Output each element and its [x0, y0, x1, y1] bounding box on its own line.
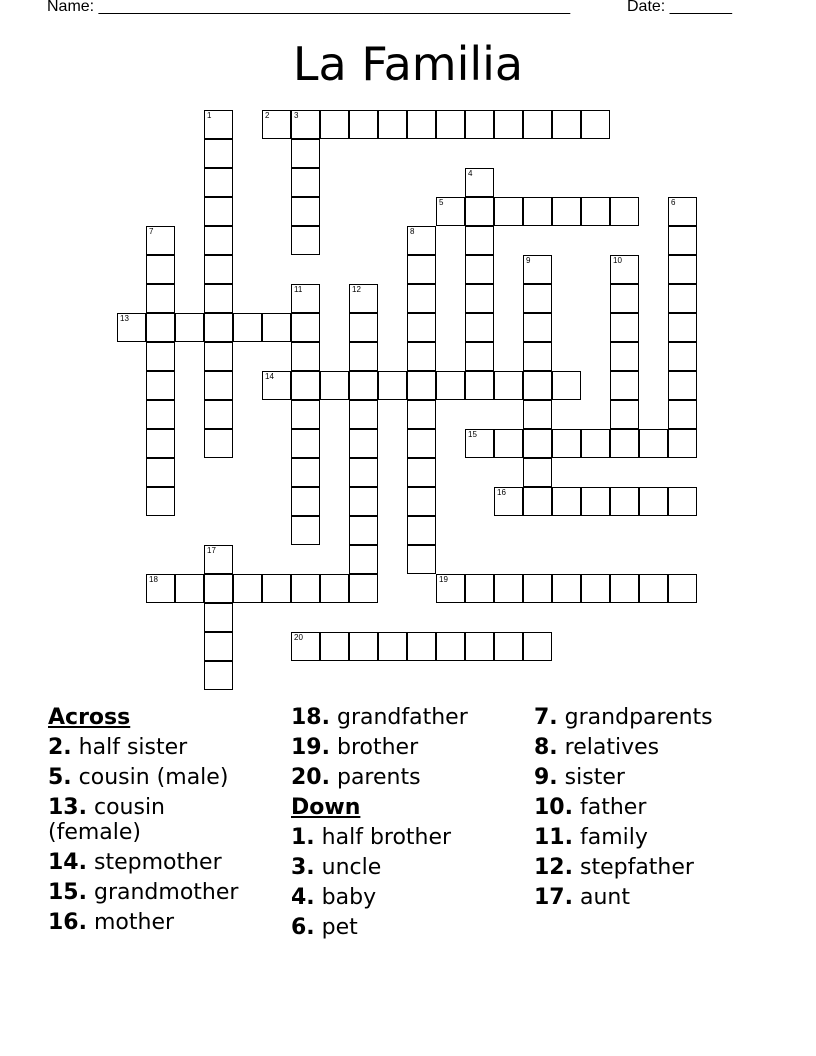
- grid-cell[interactable]: [494, 487, 523, 516]
- grid-cell[interactable]: [291, 197, 320, 226]
- grid-cell[interactable]: [668, 574, 697, 603]
- grid-cell[interactable]: [407, 284, 436, 313]
- clue-column-1: [48, 703, 288, 938]
- grid-cell[interactable]: [262, 110, 291, 139]
- grid-cell[interactable]: [291, 110, 320, 139]
- clue-number: 18: [149, 575, 158, 584]
- grid-cell[interactable]: [494, 632, 523, 661]
- grid-cell[interactable]: [146, 255, 175, 284]
- grid-cell[interactable]: [349, 574, 378, 603]
- clue-across-16: 16. mother: [48, 910, 175, 935]
- grid-cell[interactable]: [146, 313, 175, 342]
- clue-across-18: 18. grandfather: [291, 705, 468, 730]
- grid-cell[interactable]: [436, 197, 465, 226]
- grid-cell[interactable]: [262, 313, 291, 342]
- grid-cell[interactable]: [378, 371, 407, 400]
- grid-cell[interactable]: [465, 632, 494, 661]
- grid-cell[interactable]: [233, 313, 262, 342]
- clue-down-1: 1. half brother: [291, 825, 452, 850]
- grid-cell[interactable]: [349, 429, 378, 458]
- grid-cell[interactable]: [494, 574, 523, 603]
- clue-across-19: 19. brother: [291, 735, 419, 760]
- clue-across-13: 13. cousin (female): [48, 795, 166, 845]
- grid-cell[interactable]: [146, 371, 175, 400]
- grid-cell[interactable]: [320, 371, 349, 400]
- down-heading: Down: [291, 795, 361, 820]
- grid-cell[interactable]: [407, 516, 436, 545]
- date-field-label: Date: _______: [627, 0, 732, 15]
- clue-down-10: 10. father: [534, 795, 647, 820]
- clue-across-20: 20. parents: [291, 765, 421, 790]
- grid-cell[interactable]: [610, 574, 639, 603]
- grid-cell[interactable]: [349, 458, 378, 487]
- grid-cell[interactable]: [465, 110, 494, 139]
- grid-cell[interactable]: [581, 429, 610, 458]
- grid-cell[interactable]: [494, 110, 523, 139]
- clue-across-14: 14. stepmother: [48, 850, 222, 875]
- name-field-label: Name: _____________________________________________________: [47, 0, 571, 15]
- grid-cell[interactable]: [146, 458, 175, 487]
- grid-cell[interactable]: [523, 487, 552, 516]
- grid-cell[interactable]: [465, 429, 494, 458]
- clue-number: 6: [671, 198, 676, 207]
- clue-number: 7: [149, 227, 154, 236]
- clue-number: 4: [468, 169, 473, 178]
- grid-cell[interactable]: [581, 197, 610, 226]
- clue-down-7: 7. grandparents: [534, 705, 713, 730]
- grid-cell[interactable]: [610, 284, 639, 313]
- grid-cell[interactable]: [523, 284, 552, 313]
- grid-cell[interactable]: [349, 110, 378, 139]
- grid-cell[interactable]: [610, 313, 639, 342]
- grid-cell[interactable]: [291, 400, 320, 429]
- grid-cell[interactable]: [349, 342, 378, 371]
- grid-cell[interactable]: [320, 110, 349, 139]
- clue-number: 1: [207, 111, 212, 120]
- grid-cell[interactable]: [523, 110, 552, 139]
- grid-cell[interactable]: [175, 574, 204, 603]
- grid-cell[interactable]: [378, 110, 407, 139]
- grid-cell[interactable]: [639, 574, 668, 603]
- grid-cell[interactable]: [291, 226, 320, 255]
- clue-number: 17: [207, 546, 216, 555]
- grid-cell[interactable]: [204, 574, 233, 603]
- grid-cell[interactable]: [349, 487, 378, 516]
- grid-cell[interactable]: [581, 574, 610, 603]
- grid-cell[interactable]: [407, 255, 436, 284]
- grid-cell[interactable]: [349, 632, 378, 661]
- grid-cell[interactable]: [523, 400, 552, 429]
- grid-cell[interactable]: [610, 429, 639, 458]
- grid-cell[interactable]: [204, 545, 233, 574]
- grid-cell[interactable]: [465, 197, 494, 226]
- grid-cell[interactable]: [552, 371, 581, 400]
- grid-cell[interactable]: [436, 632, 465, 661]
- clue-across-2: 2. half sister: [48, 735, 188, 760]
- grid-cell[interactable]: [378, 632, 407, 661]
- grid-cell[interactable]: [407, 371, 436, 400]
- grid-cell[interactable]: [291, 429, 320, 458]
- grid-cell[interactable]: [610, 197, 639, 226]
- grid-cell[interactable]: [407, 458, 436, 487]
- clue-down-4: 4. baby: [291, 885, 377, 910]
- grid-cell[interactable]: [204, 255, 233, 284]
- clue-down-6: 6. pet: [291, 915, 358, 940]
- grid-cell[interactable]: [523, 342, 552, 371]
- grid-cell[interactable]: [610, 255, 639, 284]
- grid-cell[interactable]: [349, 313, 378, 342]
- grid-cell[interactable]: [291, 458, 320, 487]
- grid-cell[interactable]: [407, 226, 436, 255]
- grid-cell[interactable]: [349, 516, 378, 545]
- grid-cell[interactable]: [204, 661, 233, 690]
- clue-across-5: 5. cousin (male): [48, 765, 229, 790]
- clue-down-9: 9. sister: [534, 765, 625, 790]
- clue-number: 13: [120, 314, 129, 323]
- grid-cell[interactable]: [465, 371, 494, 400]
- grid-cell[interactable]: [407, 313, 436, 342]
- grid-cell[interactable]: [204, 284, 233, 313]
- grid-cell[interactable]: [494, 371, 523, 400]
- clue-number: 11: [294, 285, 303, 294]
- grid-cell[interactable]: [146, 226, 175, 255]
- clue-down-17: 17. aunt: [534, 885, 630, 910]
- grid-cell[interactable]: [465, 574, 494, 603]
- grid-cell[interactable]: [262, 574, 291, 603]
- grid-cell[interactable]: [349, 284, 378, 313]
- grid-cell[interactable]: [320, 574, 349, 603]
- grid-cell[interactable]: [523, 255, 552, 284]
- grid-cell[interactable]: [494, 429, 523, 458]
- grid-cell[interactable]: [465, 342, 494, 371]
- grid-cell[interactable]: [407, 342, 436, 371]
- grid-cell[interactable]: [204, 603, 233, 632]
- grid-cell[interactable]: [610, 487, 639, 516]
- grid-cell[interactable]: [204, 342, 233, 371]
- grid-cell[interactable]: [523, 458, 552, 487]
- grid-cell[interactable]: [233, 574, 262, 603]
- grid-cell[interactable]: [204, 371, 233, 400]
- clue-number: 5: [439, 198, 444, 207]
- grid-cell[interactable]: [291, 574, 320, 603]
- grid-cell[interactable]: [291, 313, 320, 342]
- grid-cell[interactable]: [436, 110, 465, 139]
- grid-cell[interactable]: [291, 487, 320, 516]
- grid-cell[interactable]: [523, 574, 552, 603]
- grid-cell[interactable]: [668, 487, 697, 516]
- grid-cell[interactable]: [204, 632, 233, 661]
- grid-cell[interactable]: [262, 371, 291, 400]
- grid-cell[interactable]: [291, 516, 320, 545]
- grid-cell[interactable]: [146, 284, 175, 313]
- grid-cell[interactable]: [291, 168, 320, 197]
- grid-cell[interactable]: [291, 342, 320, 371]
- grid-cell[interactable]: [668, 429, 697, 458]
- grid-cell[interactable]: [407, 632, 436, 661]
- grid-cell[interactable]: [407, 487, 436, 516]
- clue-number: 20: [294, 633, 303, 642]
- grid-cell[interactable]: [523, 429, 552, 458]
- grid-cell[interactable]: [320, 632, 349, 661]
- grid-cell[interactable]: [204, 226, 233, 255]
- grid-cell[interactable]: [146, 487, 175, 516]
- grid-cell[interactable]: [465, 255, 494, 284]
- grid-cell[interactable]: [639, 429, 668, 458]
- grid-cell[interactable]: [204, 139, 233, 168]
- clue-down-3: 3. uncle: [291, 855, 382, 880]
- grid-cell[interactable]: [523, 313, 552, 342]
- clue-number: 10: [613, 256, 622, 265]
- grid-cell[interactable]: [407, 110, 436, 139]
- grid-cell[interactable]: [204, 313, 233, 342]
- grid-cell[interactable]: [407, 545, 436, 574]
- grid-cell[interactable]: [204, 400, 233, 429]
- grid-cell[interactable]: [349, 371, 378, 400]
- grid-cell[interactable]: [552, 574, 581, 603]
- grid-cell[interactable]: [291, 139, 320, 168]
- grid-cell[interactable]: [465, 313, 494, 342]
- grid-cell[interactable]: [668, 255, 697, 284]
- grid-cell[interactable]: [407, 429, 436, 458]
- grid-cell[interactable]: [494, 197, 523, 226]
- grid-cell[interactable]: [523, 197, 552, 226]
- grid-cell[interactable]: [552, 110, 581, 139]
- clue-number: 9: [526, 256, 531, 265]
- grid-cell[interactable]: [146, 400, 175, 429]
- grid-cell[interactable]: [436, 371, 465, 400]
- grid-cell[interactable]: [523, 632, 552, 661]
- clue-down-8: 8. relatives: [534, 735, 660, 760]
- grid-cell[interactable]: [581, 487, 610, 516]
- clue-number: 16: [497, 488, 506, 497]
- clue-number: 19: [439, 575, 448, 584]
- clue-column-2: [291, 703, 531, 943]
- across-heading: Across: [48, 705, 131, 730]
- clue-column-3: [534, 703, 774, 913]
- grid-cell[interactable]: [552, 197, 581, 226]
- grid-cell[interactable]: [204, 168, 233, 197]
- clue-number: 8: [410, 227, 415, 236]
- grid-cell[interactable]: [610, 342, 639, 371]
- grid-cell[interactable]: [175, 313, 204, 342]
- clue-number: 3: [294, 111, 299, 120]
- clue-number: 12: [352, 285, 361, 294]
- clue-number: 14: [265, 372, 274, 381]
- grid-cell[interactable]: [639, 487, 668, 516]
- grid-cell[interactable]: [291, 284, 320, 313]
- grid-cell[interactable]: [407, 400, 436, 429]
- grid-cell[interactable]: [610, 371, 639, 400]
- clue-across-15: 15. grandmother: [48, 880, 239, 905]
- grid-cell[interactable]: [146, 574, 175, 603]
- grid-cell[interactable]: [146, 342, 175, 371]
- grid-cell[interactable]: [204, 110, 233, 139]
- clue-number: 2: [265, 111, 270, 120]
- clue-down-12: 12. stepfather: [534, 855, 694, 880]
- grid-cell[interactable]: [436, 574, 465, 603]
- grid-cell[interactable]: [204, 197, 233, 226]
- grid-cell[interactable]: [668, 342, 697, 371]
- grid-cell[interactable]: [465, 168, 494, 197]
- grid-cell[interactable]: [668, 313, 697, 342]
- grid-cell[interactable]: [668, 226, 697, 255]
- page-title: La Familia: [292, 37, 524, 91]
- grid-cell[interactable]: [291, 371, 320, 400]
- grid-cell[interactable]: [552, 429, 581, 458]
- grid-cell[interactable]: [465, 226, 494, 255]
- grid-cell[interactable]: [146, 429, 175, 458]
- clue-number: 15: [468, 430, 477, 439]
- grid-cell[interactable]: [204, 429, 233, 458]
- grid-cell[interactable]: [291, 632, 320, 661]
- grid-cell[interactable]: [610, 400, 639, 429]
- grid-cell[interactable]: [668, 284, 697, 313]
- grid-cell[interactable]: [552, 487, 581, 516]
- clue-down-11: 11. family: [534, 825, 648, 850]
- grid-cell[interactable]: [349, 545, 378, 574]
- grid-cell[interactable]: [581, 110, 610, 139]
- grid-cell[interactable]: [117, 313, 146, 342]
- grid-cell[interactable]: [465, 284, 494, 313]
- grid-cell[interactable]: [668, 197, 697, 226]
- grid-cell[interactable]: [668, 400, 697, 429]
- grid-cell[interactable]: [349, 400, 378, 429]
- grid-cell[interactable]: [668, 371, 697, 400]
- grid-cell[interactable]: [523, 371, 552, 400]
